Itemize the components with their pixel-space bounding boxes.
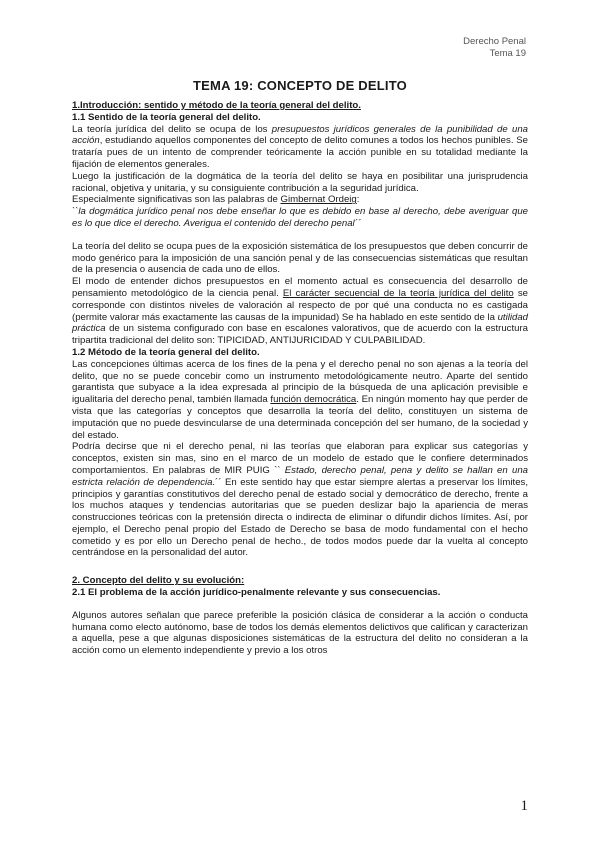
paragraph: La teoría jurídica del delito se ocupa de los presupuestos jurídicos generales de la punibilidad de una acción, estudiando aquellos componentes del concepto de delito comunes a todos los hechos punibles. Se trataría pues de un intento de comprender teóricamente la acción punible en su totalidad mediante la fijación de elementos generales. [72,123,528,170]
paragraph: Luego la justificación de la dogmática de la teoría del delito se haya en posibilitar una jurisprudencia racional, objetiva y unitaria, y su consiguiente contribución a la seguridad jurídica. [72,170,528,194]
paragraph: Algunos autores señalan que parece preferible la posición clásica de considerar a la acción o conducta humana como electo autónomo, base de todos los demás elementos delictivos que califican y caracterizan a aquella, pese a que algunas disposiciones sistemáticas de la estructura del delito no consideran a la acción como un elemento independiente y previo a los otros [72,609,528,657]
underlined-phrase: El carácter secuencial de la teoría jurídica del delito [282,287,514,299]
paragraph: Las concepciones últimas acerca de los fines de la pena y el derecho penal no son ajenas a la teoría del delito, que no se puede concebir como un instrumento metodológicamente neutro. Aparte del sentido garantista que subyace a la idea expresada al principio de la búsqueda de una aplicación previsible e igualitaria del derecho penal, también llamada función democrática. En ningún momento hay que perder de vista que las categorías y conceptos que desarrolla la teoría del delito, constituyen un sistema de imputación que no puede desvincularse de una determinada concepción del ser humano, de la sociedad y del estado. [72,358,529,441]
paragraph: Especialmente significativas son las palabras de Gimbernat Ordeig: [72,194,360,206]
spacer [72,559,528,575]
spacer [72,230,528,241]
section-2-heading: 2. Concepto del delito y su evolución: [72,575,245,587]
header-course: Derecho Penal [463,36,526,47]
paragraph: Podría decirse que ni el derecho penal, ni las teorías que elaboran para explicar sus categorías y conceptos, existen sin mas, sino en el marco de un modelo de estado que le confiere determinados comportamientos. En palabras de MIR PUIG `` Estado, derecho penal, pena y delito se hallan en una estricta relación de dependencia.´´ En este sentido hay que estar siempre alertas a preservar los límites, principios y garantías constitutivos del derecho penal de estado social y democrático de derecho, frente a los muchos ataques y tendencias autoritarias que se pueden deslizar bajo la apariencia de meras construcciones teóricas con la pretensión directa o indirecta de eliminar o difundir dichos límites. Así, por ejemplo, el Derecho penal propio del Estado de Derecho se basa de modo fundamental con el hecho cometido y es por ello un Derecho penal de hecho., de todos modos puede dar la vuelta al concepto centrándose en la personalidad del autor. [72,441,529,559]
subsection-1-1-heading: 1.1 Sentido de la teoría general del delito. [72,111,261,123]
paragraph: El modo de entender dichos presupuestos en el momento actual es consecuencia del desarrollo de pensamiento metodológico de la ciencia penal. El carácter secuencial de la teoría jurídica del delito se corresponde con distintos niveles de valoración al respecto de por qué una conducta no es castigada (permite valorar más exactamente las causas de la impunidad) Se ha hablado en este sentido de la utilidad práctica de un sistema configurado con base en escalones valorativos, que de acuerdo con la estructura tripartita tradicional del delito son: TIPICIDAD, ANTIJURICIDAD Y CULPABILIDAD. [72,276,528,347]
spacer [72,599,528,610]
author-reference: Gimbernat Ordeig [280,194,357,206]
header-topic: Tema 19 [489,48,526,59]
paragraph: La teoría del delito se ocupa pues de la exposición sistemática de los presupuestos que deben concurrir de modo genérico para la imposición de una sanción penal y de las consecuencias sistemáticas que resultan de la presencia o ausencia de cada uno de ellos. [72,240,528,276]
document-body [72,100,528,657]
page-number: 1 [520,798,528,814]
running-header [463,36,526,60]
section-1-heading: 1.Introducción: sentido y método de la teoría general del delito. [72,100,361,111]
quote: ``la dogmática jurídico penal nos debe enseñar lo que es debido en base al derecho, debe averiguar que es lo que dice el derecho. Averigua el contenido del derecho penal´´ [72,206,528,229]
underlined-phrase: función democrática [270,394,357,406]
subsection-2-1-heading: 2.1 El problema de la acción jurídico-penalmente relevante y sus consecuencias. [72,587,441,599]
document-title: TEMA 19: CONCEPTO DE DELITO [193,78,407,93]
subsection-1-2-heading: 1.2 Método de la teoría general del delito. [72,346,260,358]
